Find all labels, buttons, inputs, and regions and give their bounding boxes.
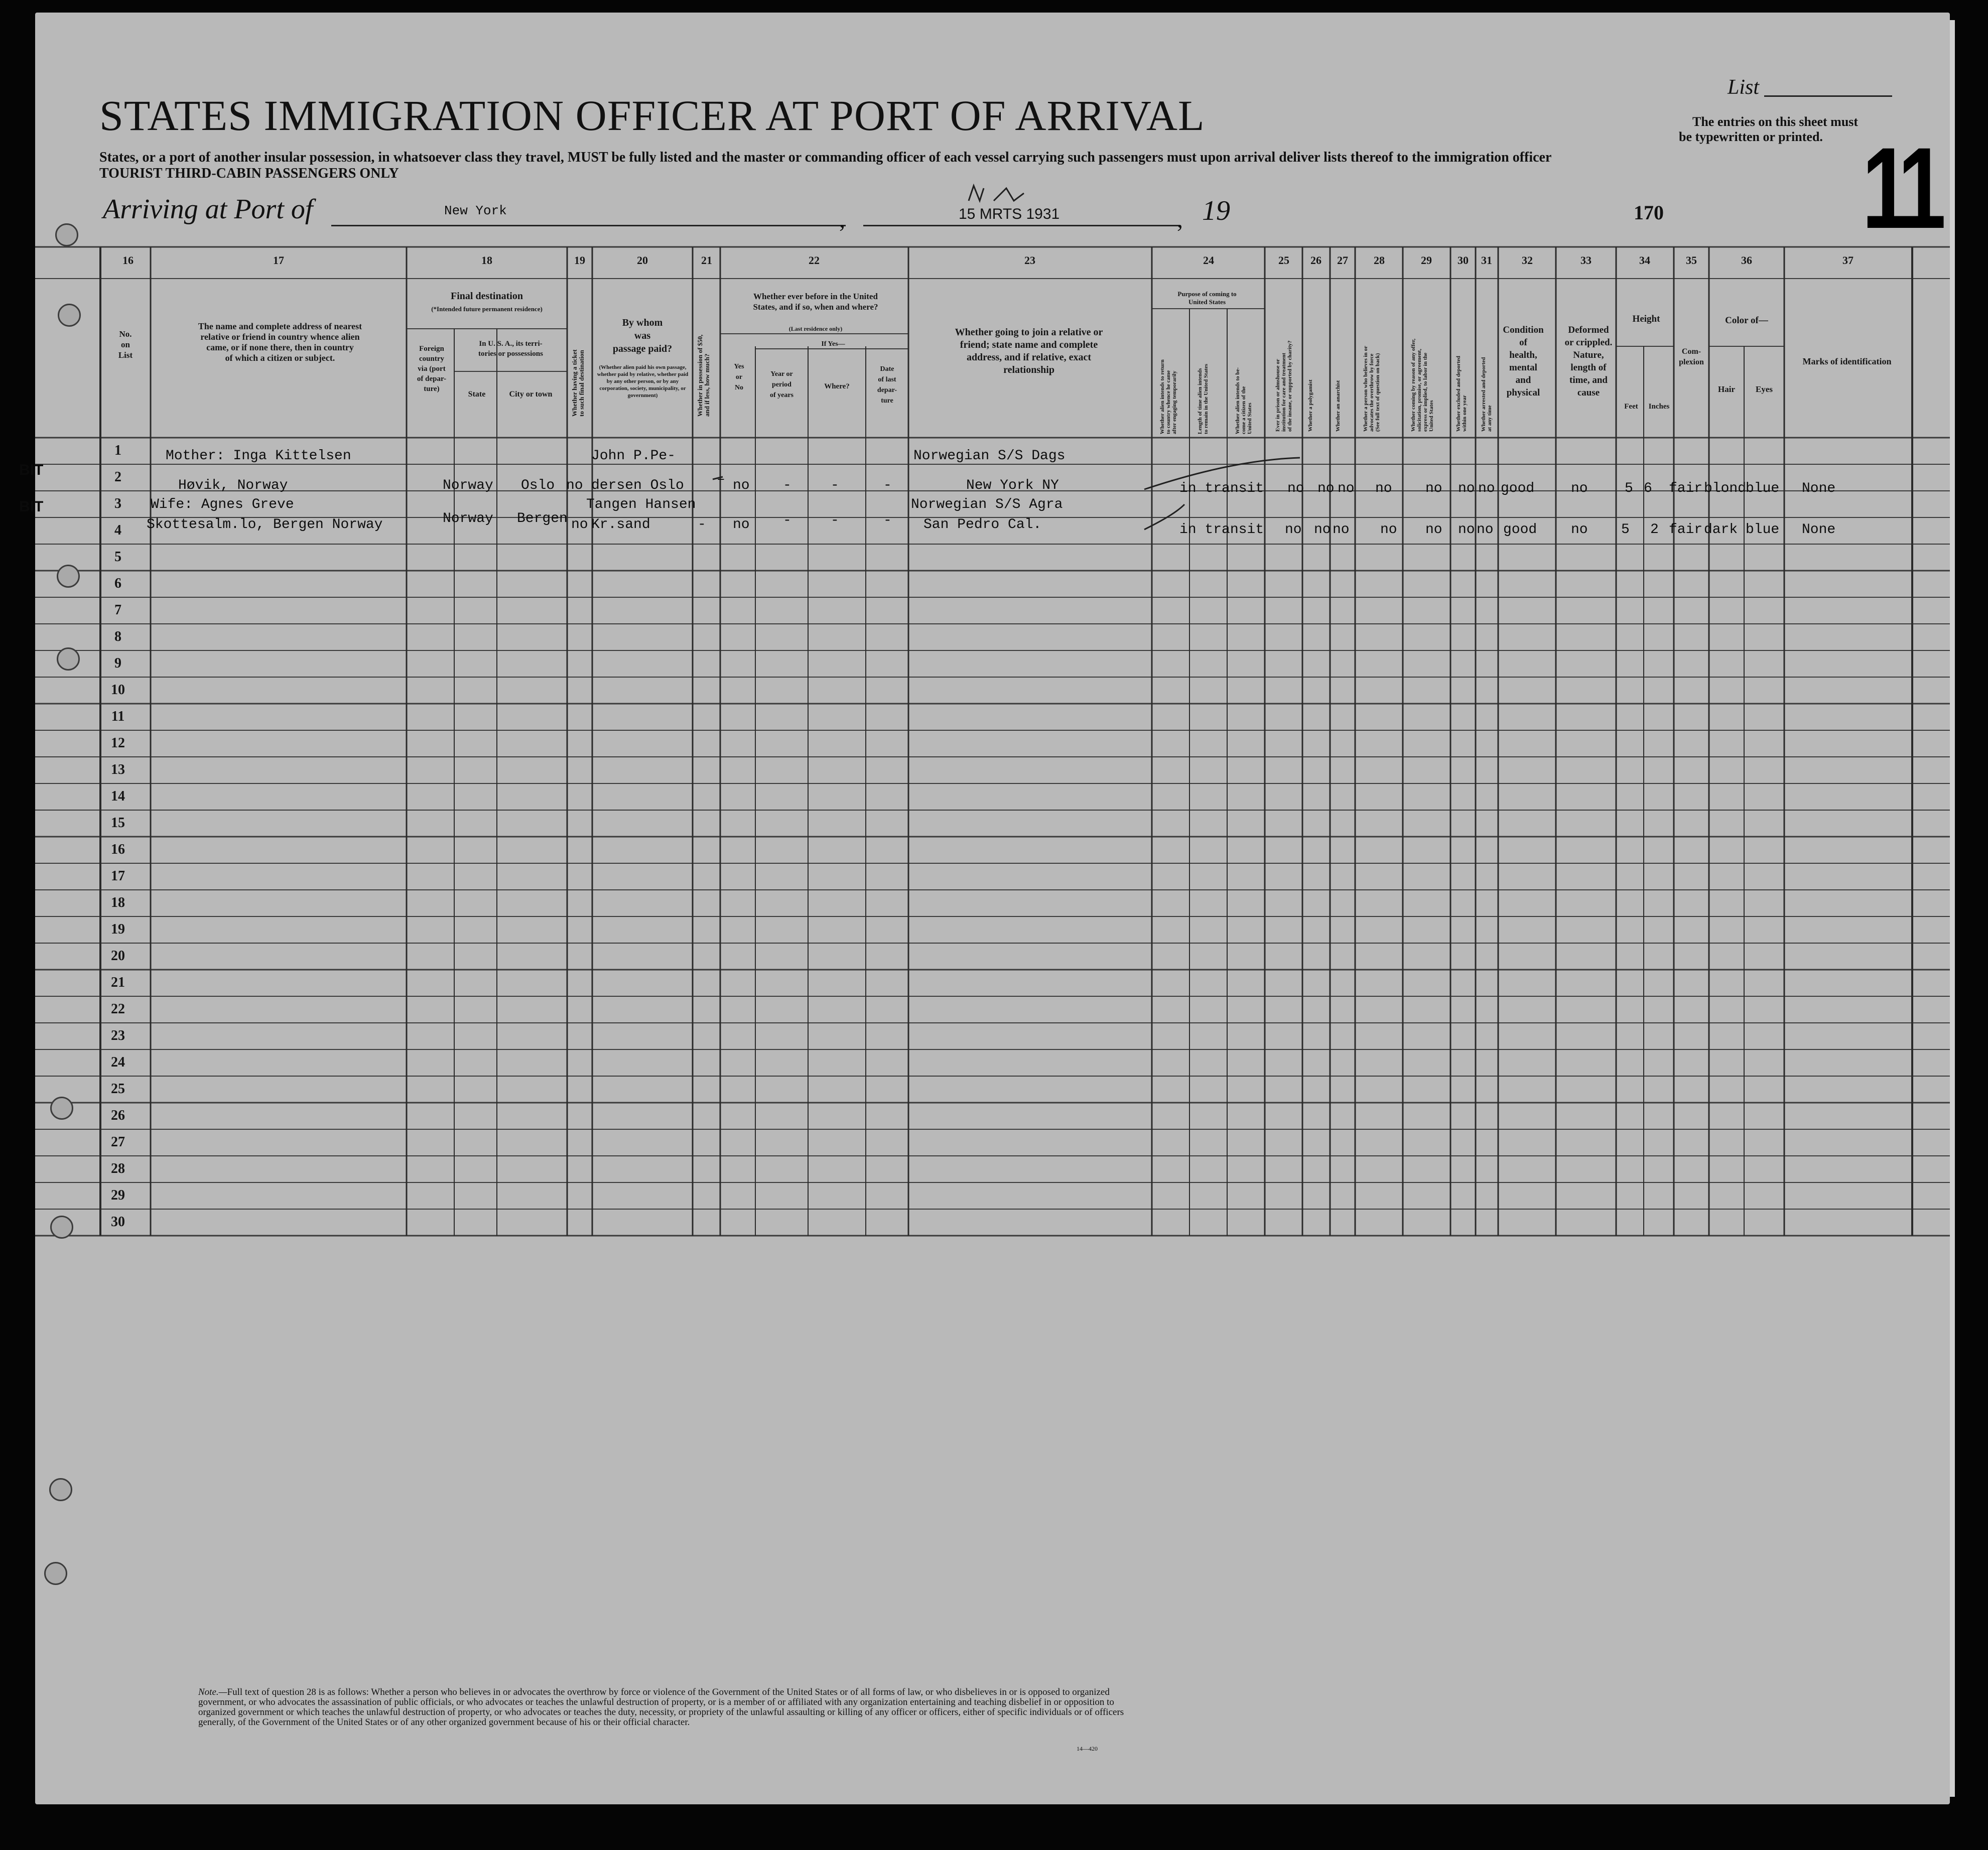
row-number: 15 [111,815,125,831]
column-number: 34 [1639,254,1650,267]
header-inches: Inches [1648,403,1670,411]
row2-ticket: no [571,517,588,533]
header-eyes: Eyes [1756,384,1773,394]
row2-condition: good [1503,522,1537,538]
binder-hole [49,1478,72,1501]
row2-q31: no [1477,522,1494,538]
row-number: 3 [114,496,121,511]
row-number: 12 [111,735,125,751]
binder-hole [57,647,80,671]
row-number: 23 [111,1028,125,1043]
row-number: 19 [111,921,125,937]
row2-joining-line1: Norwegian S/S Agra [911,497,1063,512]
row-number: 20 [111,948,125,964]
header-year-period: Year or period of years [769,370,794,399]
row2-date-departure: - [883,513,892,528]
footnote-text: Full text of question 28 is as follows: Whether a person who believes in or advocates the overthrow by force or violence of the Government of the United States or of all forms of law, or who disbelieves in or is opposed to organized government, or who advocates the assassination of public officials, or who advocates or teaches the unlawful destruction of property, or is a member of or affiliated with any organization entertaining and teaching disbelief in or opposition to organized government or which teaches the unlawful destruction of property, or who advocates or teaches the duty, necessity, or propriety of the unlawful assaulting or killing of any officer or officers, either of specific individuals or of officers generally, of the Government of the United States or of any other organized government because of his or their official character. [198,1687,1124,1728]
row1-q27: no [1338,481,1355,496]
row1-eyes: blue [1746,481,1780,496]
row2-complexion: fair [1669,522,1703,538]
row-number: 27 [111,1134,125,1150]
row-number: 28 [111,1161,125,1176]
header-ticket: Whether having a ticket to such final destination [571,349,585,417]
row2-deformed: no [1571,522,1588,538]
column-number: 37 [1842,254,1853,267]
column-number: 33 [1580,254,1592,267]
column-number: 25 [1278,254,1289,267]
row1-where: - [831,478,839,493]
column-number: 35 [1686,254,1697,267]
header-last-residence: (Last residence only) [788,325,843,332]
arrival-date: 15 MRTS 1931 [959,206,1060,222]
binder-hole [44,1562,67,1585]
row-number: 10 [111,682,125,698]
row1-deformed: no [1571,481,1588,496]
row1-q28: no [1375,481,1392,496]
row2-year-period: - [783,513,791,528]
header-nearest-relative: The name and complete address of nearest relative or friend in country whence alien came, or if none there, then in country of which a citizen or subject. [198,321,362,363]
header-passage-paid-note: (Whether alien paid his own passage, whether paid by relative, whether paid by any other person, or by any corporation, society, municipality, or government) [597,364,689,399]
row2-destination-country: Norway [443,511,493,526]
binder-hole [55,223,78,246]
typewritten-notice-cont: be typewritten or printed. [1679,129,1823,144]
row1-complexion: fair [1669,481,1703,496]
list-label: List [1728,76,1760,99]
row2-inches: 2 [1650,522,1659,538]
row1-destination-country: Norway [443,478,493,493]
header-feet: Feet [1624,403,1638,411]
row1-paid-by-line1: John P.Pe- [591,448,676,464]
row1-date-departure: - [883,478,892,493]
header-q31: Whether arrested and deported at any time [1481,357,1493,432]
row2-purpose: in transit [1179,522,1264,538]
row2-q30: no [1458,522,1475,538]
header-date-departure: Date of last depar- ture [877,365,897,405]
column-number: 28 [1374,254,1385,267]
column-number: 27 [1337,254,1348,267]
handwritten-initials [969,186,1024,201]
row1-q30: no [1458,481,1475,496]
column-number: 30 [1457,254,1469,267]
header-passage-paid: By whom was passage paid? [612,317,673,354]
port-line [331,225,846,226]
row1-condition: good [1501,481,1535,496]
column-number: 26 [1310,254,1321,267]
header-yes-no: Yes or No [734,363,744,391]
port-comma: , [839,206,845,233]
header-q28: Whether a person who believes in or advocates the overthrow by force (See full text of question on back) [1363,346,1381,432]
row2-where: - [831,513,839,528]
row1-relative-address: Høvik, Norway [178,478,288,493]
date-line [863,225,1179,226]
page-number: 170 [1634,201,1664,224]
row-number: 21 [111,975,125,990]
column-number: 31 [1481,254,1492,267]
row2-q26: no [1314,522,1331,538]
row2-eyes: blue [1746,522,1780,538]
row1-marks: None [1802,481,1836,496]
row-number: 11 [111,709,125,724]
header-final-destination: Final destination [451,291,523,302]
header-fifty-dollars: Whether in possession of $50, and if less, how much? [696,334,711,417]
row2-ever-before: no [733,517,750,533]
row-number: 13 [111,762,125,777]
header-purpose: Purpose of coming to United States [1177,290,1237,306]
row-number: 2 [114,469,121,485]
row1-q31: no [1478,481,1495,496]
column-number: 32 [1522,254,1533,267]
row-number: 22 [111,1001,125,1017]
binder-hole [50,1097,73,1120]
row1-inches: 6 [1644,481,1652,496]
typewritten-notice: The entries on this sheet must [1692,114,1859,129]
column-number: 24 [1203,254,1214,267]
row-number: 18 [111,895,125,910]
row2-fifty-dollars: - [698,517,706,533]
header-usa-territories: In U. S. A., its terri- tories or possessions [478,340,543,358]
row-number: 1 [114,443,121,458]
column-number: 36 [1741,254,1752,267]
column-number: 17 [273,254,284,267]
column-number: 23 [1024,254,1035,267]
header-color-of: Color of— [1725,315,1768,326]
header-q29: Whether coming by reason of any offer, solicitation, promise, or agreement, express or implied, to labor in the United States [1410,338,1434,432]
column-number: 16 [122,254,134,267]
header-hair: Hair [1718,384,1735,394]
page-title: STATES IMMIGRATION OFFICER AT PORT OF ARRIVAL [99,91,1205,140]
row2-relative-address: Skottesalm.lo, Bergen Norway [147,517,383,533]
row1-joining-line2: New York NY [966,478,1059,493]
form-code: 14—420 [1077,1745,1098,1752]
row-number: 4 [114,522,121,538]
header-if-yes: If Yes— [821,340,845,348]
header-state: State [468,390,486,399]
row1-joining-line1: Norwegian S/S Dags [913,448,1066,464]
row-number: 9 [114,655,121,671]
date-comma: , [1177,206,1183,233]
passenger-class-note: TOURIST THIRD-CABIN PASSENGERS ONLY [99,166,399,181]
row1-fifty-dollars: – [717,472,725,487]
footnote-label: Note.— [198,1687,227,1697]
row-number: 17 [111,868,125,884]
sheet-number: 11 [1862,123,1939,252]
header-q25: Ever in prison or almshouse or institution for care and treatment of the insane, or supported by charity? [1275,340,1293,432]
margin-stamp: BIT [19,462,44,478]
header-purpose-sub3: Whether alien intends to be- come a citizen of the United States [1235,367,1253,434]
row2-relative-name: Wife: Agnes Greve [151,497,294,512]
row1-hair: blond [1704,481,1747,496]
column-number: 19 [574,254,585,267]
header-where: Where? [824,382,850,390]
row-number: 25 [111,1081,125,1097]
row2-hair: dark [1704,522,1738,538]
form-instructions: States, or a port of another insular possession, in whatsoever class they travel, MUST be fully listed and the master or commanding officer of each vessel carrying such passengers must upon arrival deliver lists thereof to the immigration officer [99,150,1552,165]
row1-q29: no [1425,481,1442,496]
row2-paid-by-line2: Kr.sand [591,517,650,533]
row2-marks: None [1802,522,1836,538]
header-city: City or town [509,390,553,399]
row2-joining-line2: San Pedro Cal. [923,517,1042,533]
row1-purpose: in transit [1179,481,1264,496]
header-purpose-sub2: Length of time alien intends to remain in the United States [1197,363,1209,434]
column-number: 18 [481,254,492,267]
row1-year-period: - [783,478,791,493]
arriving-label: Arriving at Port of [103,194,313,225]
row-number: 5 [114,549,121,565]
footnote [198,1687,1142,1728]
header-height: Height [1632,314,1660,324]
row1-relative-name: Mother: Inga Kittelsen [166,448,351,464]
header-foreign-country: Foreign country via (port of depar- ture) [417,345,447,393]
year-prefix: 19 [1202,195,1230,226]
arrival-port: New York [444,203,507,218]
row-number: 30 [111,1214,125,1230]
header-join-relative: Whether going to join a relative or friend; state name and complete address, and if relative, exact relationship [955,327,1103,375]
row-number: 14 [111,788,125,804]
margin-stamp: BIT [19,498,44,515]
row2-q25: no [1285,522,1302,538]
row-number: 6 [114,576,121,591]
row-number: 16 [111,842,125,857]
row-number: 24 [111,1054,125,1070]
row1-feet: 5 [1625,481,1633,496]
header-deformed: Deformed or crippled. Nature, length of time, and cause [1564,325,1613,398]
row1-q25: no [1287,481,1304,496]
row-number: 7 [114,602,121,618]
header-q26: Whether a polygamist [1307,379,1313,432]
row1-paid-by-line2: dersen Oslo [591,478,684,493]
row1-ticket: no [566,478,583,493]
row-number: 8 [114,629,121,644]
list-number-line [1764,95,1892,97]
column-number: 21 [701,254,712,267]
column-number: 22 [809,254,820,267]
row2-feet: 5 [1621,522,1630,538]
row2-q28: no [1380,522,1397,538]
header-q30: Whether excluded and deported within one year [1455,355,1468,432]
row-number: 29 [111,1187,125,1203]
header-q27: Whether an anarchist [1335,380,1341,432]
row1-destination-city: Oslo [521,478,555,493]
row2-q29: no [1425,522,1442,538]
row2-destination-city: Bergen [517,511,568,526]
row-number: 26 [111,1108,125,1123]
column-number: 29 [1421,254,1432,267]
header-condition: Condition of health, mental and physical [1503,325,1544,398]
row2-q27: no [1333,522,1350,538]
header-complexion: Com- plexion [1679,347,1704,366]
header-marks: Marks of identification [1802,356,1892,366]
header-final-destination-note: (*Intended future permanent residence) [431,305,543,313]
binder-hole [50,1216,73,1239]
row1-q26: no [1317,481,1335,496]
header-no-on-list: No. on List [118,329,133,360]
header-ever-before: Whether ever before in the United States, and if so, when and where? [753,292,878,312]
binder-hole [57,565,80,588]
row2-paid-by-line1: Tangen Hansen [586,497,696,512]
row1-ever-before: no [733,478,750,493]
binder-hole [58,304,81,327]
header-purpose-sub1: Whether alien intends to return to country whence he came after engaging temporarily [1159,359,1177,434]
column-number: 20 [637,254,648,267]
